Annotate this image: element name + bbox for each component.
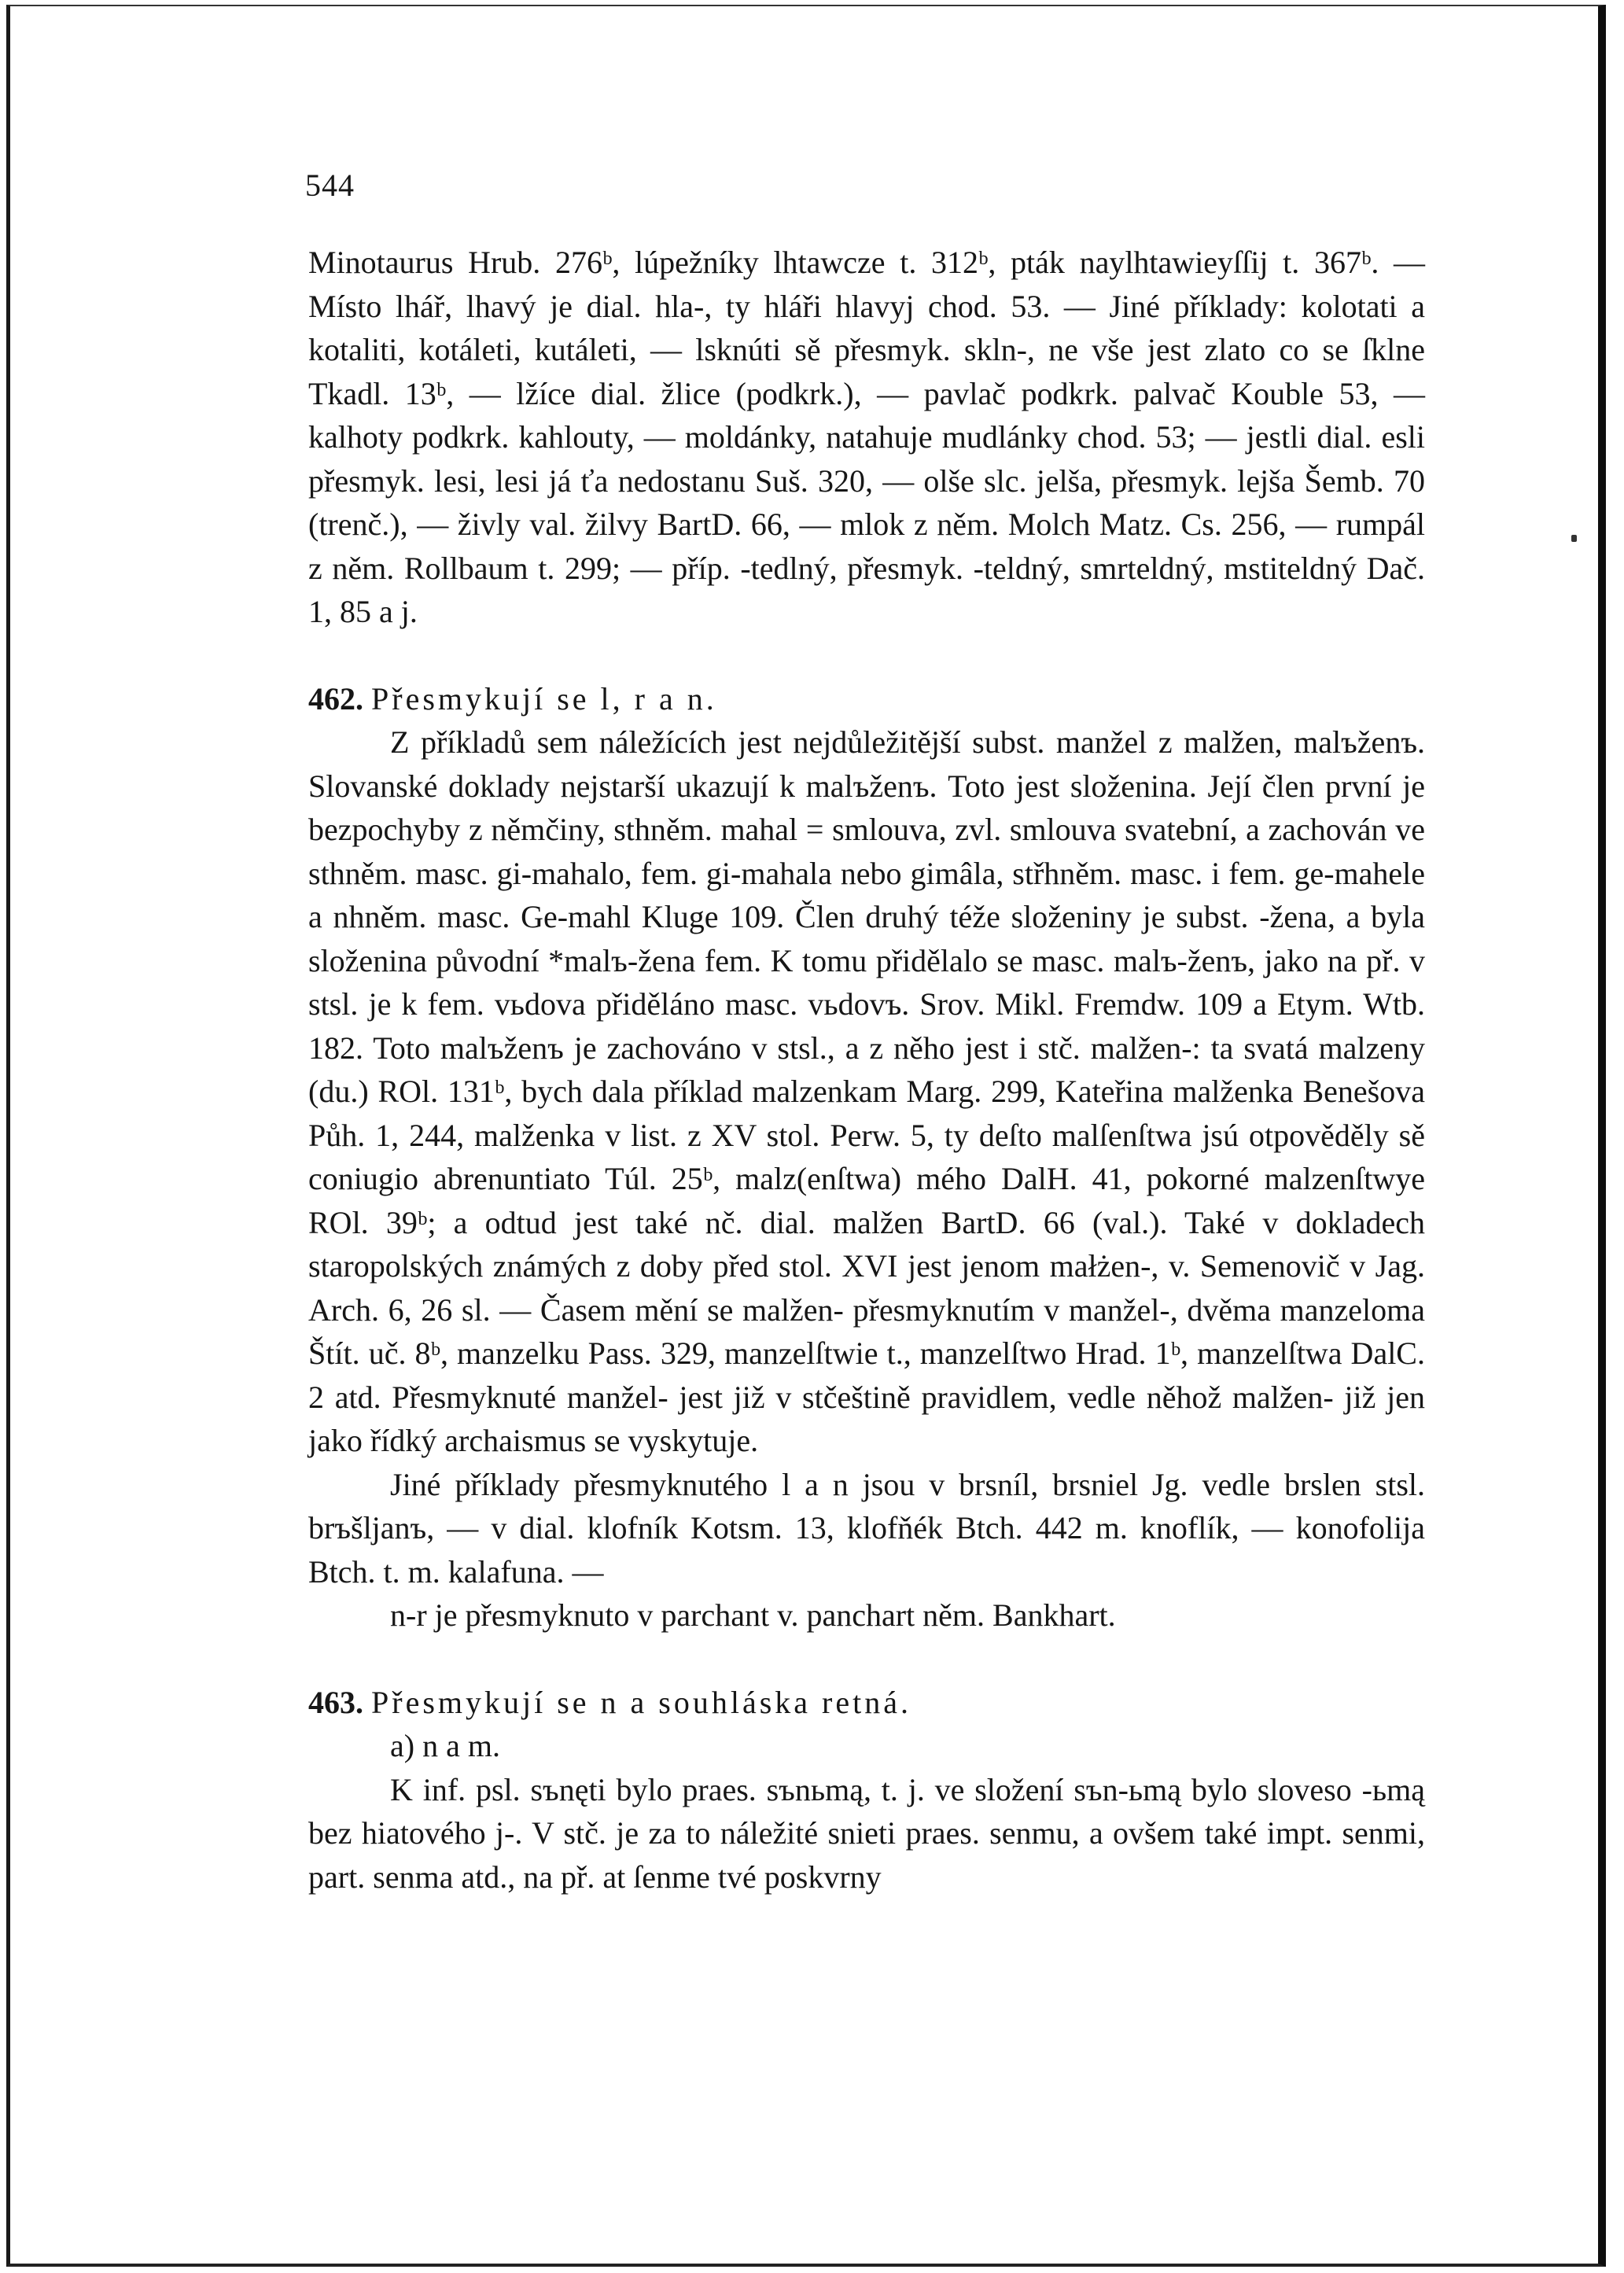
- paragraph-manzel: Z příkladů sem náležících jest nejdůležitější subst. manžel z malžen, malъženъ. Slovanské doklady nejstarší ukazují k malъženъ. Toto jest složenina. Její člen první je bezpochyby z němčiny, sthněm. mahal = smlouva, zvl. smlouva svatební, a zachován ve sthněm. masc. gi-mahalo, fem. gi-mahala nebo gimâla, střhněm. masc. i fem. ge-mahele a nhněm. masc. Ge-mahl Kluge 109. Člen druhý téže složeniny je subst. -žena, a byla složenina původní *malъ-žena fem. K tomu přidělalo se masc. malъ-ženъ, jako na př. v stsl. je k fem. vьdova přiděláno masc. vьdovъ. Srov. Mikl. Fremdw. 109 a Etym. Wtb. 182. Toto malъženъ je zachováno v stsl., a z něho jest i stč. malžen-: ta svatá malzeny (du.) ROl. 131ᵇ, bych dala příklad malzenkam Marg. 299, Kateřina malženka Benešova Půh. 1, 244, malženka v list. z XV stol. Perw. 5, ty deſto malſenſtwa jsú otpověděly sě coniugio abrenuntiato Túl. 25ᵇ, malz(enſtwa) mého DalH. 41, pokorné malzenſtwye ROl. 39ᵇ; a odtud jest také nč. dial. malžen BartD. 66 (val.). Také v dokladech staropolských známých z doby před stol. XVI jest jenom małżen-, v. Semenovič v Jag. Arch. 6, 26 sl. — Časem mění se malžen- přesmyknutím v manžel-, dvěma manzeloma Štít. uč. 8ᵇ, manzelku Pass. 329, manzelſtwie t., manzelſtwo Hrad. 1ᵇ, manzelſtwa DalC. 2 atd. Přesmyknuté manžel- jest již v stčeštině pravidlem, vedle něhož malžen- již jen jako řídký archaismus se vyskytuje.: [308, 724, 1425, 1458]
- section-number: 462.: [308, 680, 363, 717]
- section-heading-463: [308, 1681, 1425, 1725]
- text-column: [308, 241, 1425, 1899]
- paragraph-snieti: K inf. psl. sъnęti bylo praes. sъnьmą, t. j. ve složení sъn-ьmą bylo sloveso -ьmą bez hiatového j-. V stč. je za to náležité snieti praes. senmu, a ovšem také impt. senmi, part. senma atd., na př. at ſenme tvé poskvrny: [308, 1771, 1425, 1895]
- section-heading-462: [308, 677, 1425, 721]
- section-title: Přesmykují se l, r a n.: [371, 680, 717, 717]
- section-number: 463.: [308, 1684, 363, 1720]
- subsection-label: a) n a m.: [390, 1728, 500, 1763]
- page-number: 544: [305, 168, 355, 203]
- paragraph-other-examples: Jiné příklady přesmyknutého l a n jsou v brsníl, brsniel Jg. vedle brslen stsl. brъšljanъ, — v dial. klofník Kotsm. 13, klofňék Btch. 442 m. knoflík, — konofolija Btch. t. m. kalafuna. —: [308, 1466, 1425, 1590]
- paragraph-continuation: Minotaurus Hrub. 276ᵇ, lúpežníky lhtawcze t. 312ᵇ, pták naylhtawieyſſij t. 367ᵇ. — Místo lhář, lhavý je dial. hla-, ty hláři hlavyj chod. 53. — Jiné příklady: kolotati a kotaliti, kotáleti, kutáleti, — lsknúti sě přesmyk. skln-, ne vše jest zlato co se ſklne Tkadl. 13ᵇ, — lžíce dial. žlice (podkrk.), — pavlač podkrk. palvač Kouble 53, — kalhoty podkrk. kahlouty, — moldánky, natahuje mudlánky chod. 53; — jestli dial. esli přesmyk. lesi, lesi já ťa nedostanu Suš. 320, — olše slc. jelša, přesmyk. lejša Šemb. 70 (trenč.), — živly val. žilvy BartD. 66, — mlok z něm. Molch Matz. Cs. 256, — rumpál z něm. Rollbaum t. 299; — příp. -tedlný, přesmyk. -teldný, smrteldný, mstiteldný Dač. 1, 85 a j.: [308, 245, 1425, 629]
- paragraph-n-r: n-r je přesmyknuto v parchant v. panchart něm. Bankhart.: [390, 1597, 1116, 1633]
- stray-ink-mark: [1571, 535, 1577, 542]
- section-title: Přesmykují se n a souhláska retná.: [371, 1684, 911, 1720]
